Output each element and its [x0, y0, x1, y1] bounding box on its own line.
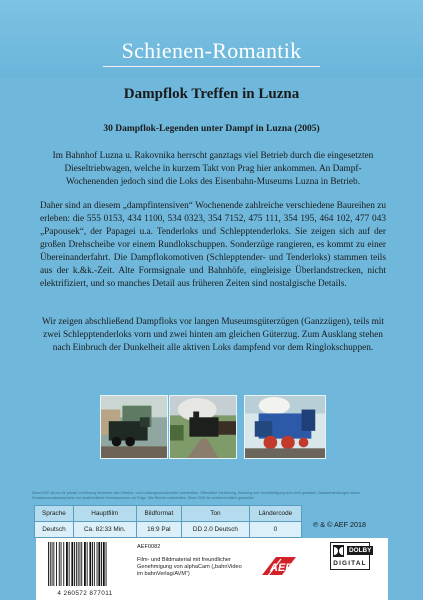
barcode-bar	[97, 542, 98, 586]
barcode-bar	[101, 542, 102, 586]
dolby-word: DOLBY	[349, 547, 372, 554]
barcode-bar	[63, 542, 64, 586]
barcode-bar	[48, 542, 49, 586]
barcode-bar	[92, 542, 93, 586]
legal-notice: Diese DVD ist nur für private Vorführung bestimmt. Alle Urheber- und Leistungsschutzrechte vorbehalten. Öffentliche Vorführung, Sendung und Vervielfältigung sind nicht gestattet. Zuwiderhandlungen haben Schadensersatzansprüche und strafrechtliche Konsequenzen zur Folge. Alle Rechte vorbehalten. Diese DVD ist urheberrechtlich geschützt.	[32, 491, 361, 500]
photo-locomotive-station	[100, 395, 168, 459]
specs-table	[34, 505, 302, 538]
photo-blue-locomotive	[244, 395, 326, 459]
specs-value-cell: DD 2.0 Deutsch	[182, 522, 250, 538]
barcode-bar	[53, 542, 54, 586]
series-title: Schienen-Romantik	[121, 38, 302, 63]
copyright: ℗ & © AEF 2018	[313, 520, 366, 529]
barcode-bar	[59, 542, 60, 586]
barcode-bar	[74, 542, 75, 586]
barcode-bar	[56, 542, 57, 586]
barcode-bar	[81, 542, 82, 586]
barcode-bar	[89, 542, 91, 586]
barcode-bar	[87, 542, 88, 586]
svg-text:AEF: AEF	[270, 562, 292, 574]
photo-strip	[100, 395, 326, 459]
barcode-bar	[106, 542, 107, 586]
description-paragraph-1: Im Bahnhof Luzna u. Rakovnika herrscht ganztags viel Betrieb durch die eingesetzten Dieseltriebwagen, welche in kurzem Takt von Prag hier ankommen. An Dampf-Wochenenden jedoch sind die Loks des Eisenbahn-Museums Luzna in Betrieb.	[52, 151, 374, 187]
barcode	[44, 538, 126, 600]
specs-header-cell: Ländercode	[249, 506, 301, 522]
barcode-bars	[44, 538, 126, 588]
specs-value-cell: 16:9 Pal	[136, 522, 182, 538]
barcode-bar	[94, 542, 95, 586]
specs-value-row	[35, 522, 302, 538]
credit-text: Film- und Bildmaterial mit freundlicher Genehmigung von alphaCam („bahnVideo im bahnVerlag/AVM“)	[137, 557, 242, 577]
barcode-bar	[71, 542, 73, 586]
specs-value-cell: 0	[249, 522, 301, 538]
dolby-sub: DIGITAL	[333, 560, 367, 567]
specs-value-cell: Deutsch	[35, 522, 74, 538]
catalog-number: AEF0082	[137, 544, 161, 550]
specs-header-cell: Ton	[182, 506, 250, 522]
specs-value-cell: Ca. 82:33 Min.	[73, 522, 136, 538]
specs-header-cell: Hauptfilm	[73, 506, 136, 522]
dolby-digital-logo	[330, 542, 370, 570]
barcode-bar	[84, 542, 86, 586]
aef-logo	[258, 553, 298, 579]
barcode-number: 4 260572 877011	[57, 590, 113, 597]
description-paragraph-2: Daher sind an diesem „dampfintensiven“ Wochenende zahlreiche verschiedene Baureihen zu erleben: die 555 0153, 434 1100, 534 0323, 354 7152, 475 111, 354 195, 464 102, 477 043 „Papousek“, der Papagei u.a. Tenderloks und Schlepptenderloks. Sie zeigen sich auf der großen Drehscheibe vor einem Rundlokschuppen. Sonderzüge rangieren, es kommt zu einer Übereinanderfahrt. Die Dampflokomotiven (Schlepptender- und Tenderloks) stammen teils aus der k.&k.-Zeit. Alte Formsignale und Bahnhöfe, eingleisige Überlandstrecken, nicht elektrifiziert, und so manches Detail aus früheren Zeiten sind nostalgische Details.	[40, 201, 386, 289]
description-paragraph-3: Wir zeigen abschließend Dampfloks vor langen Museumsgüterzügen (Ganzzügen), teils mit zwei Schlepptenderloks vorn und zwei hinten am gleichen Güterzug. Zum Ausklang stehen nach Einbruch der Dunkelheit alle aktiven Loks dampfend vor dem Ringlokschuppen.	[42, 317, 384, 353]
barcode-bar	[69, 542, 70, 586]
specs-header-row	[35, 506, 302, 522]
photo-steam-train	[169, 395, 237, 459]
barcode-bar	[52, 542, 53, 586]
series-header	[0, 0, 423, 78]
barcode-bar	[78, 542, 79, 586]
barcode-bar	[66, 542, 68, 586]
barcode-bar	[76, 542, 77, 586]
barcode-bar	[103, 542, 105, 586]
dolby-double-d-icon	[333, 545, 344, 557]
barcode-bar	[50, 542, 51, 586]
page-title: Dampflok Treffen in Luzna	[123, 86, 300, 102]
series-divider	[103, 66, 320, 67]
specs-header-cell: Bildformat	[136, 506, 182, 522]
barcode-bar	[61, 542, 62, 586]
specs-header-cell: Sprache	[35, 506, 74, 522]
aef-logo-mark	[258, 553, 298, 579]
barcode-bar	[98, 542, 100, 586]
subtitle: 30 Dampflok-Legenden unter Dampf in Luzna (2005)	[103, 124, 320, 134]
barcode-bar	[80, 542, 81, 586]
